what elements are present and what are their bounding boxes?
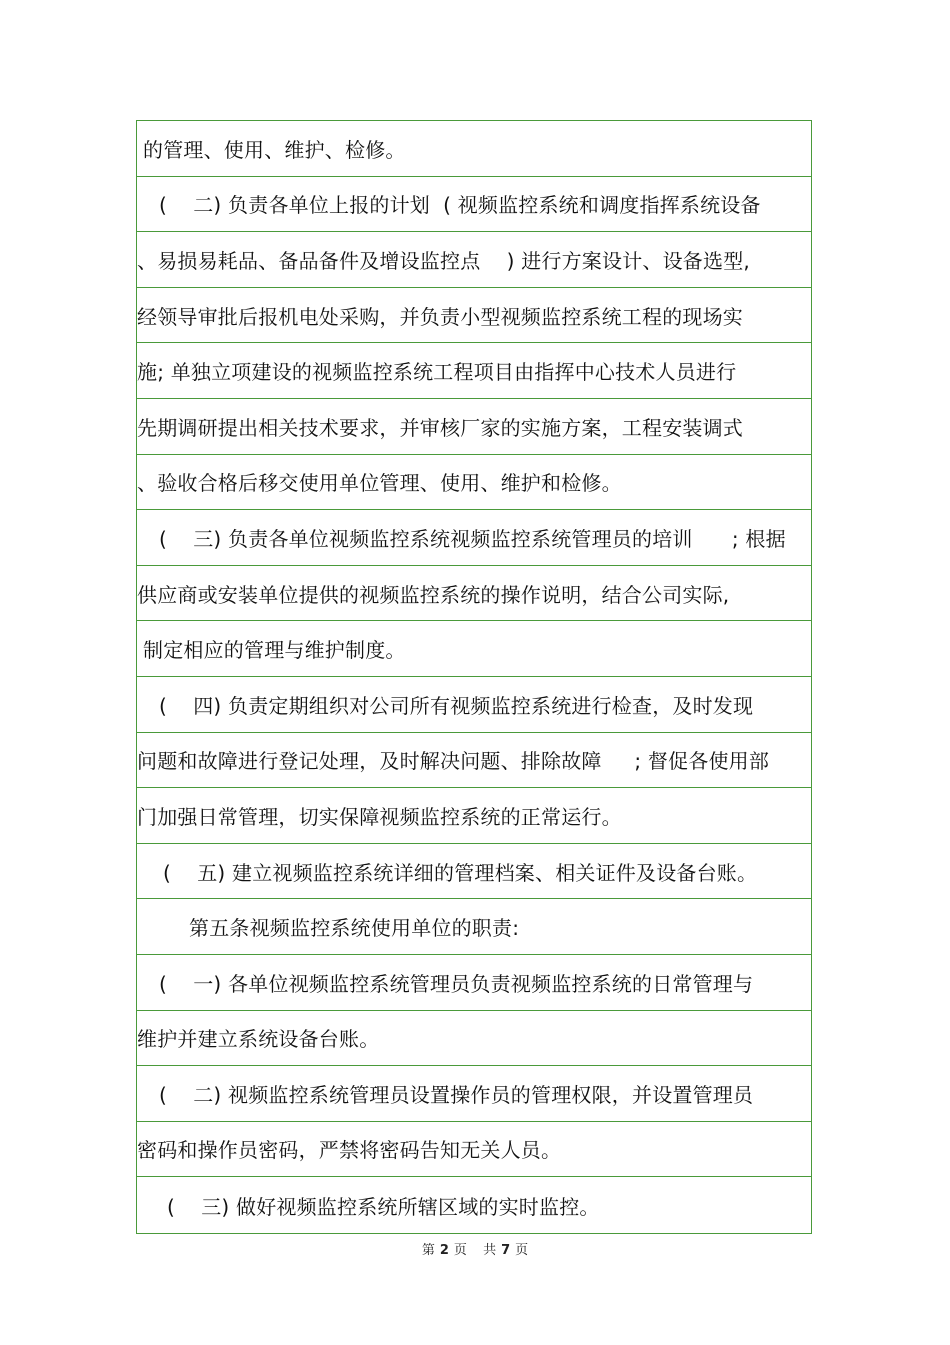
text-line: 的管理、使用、维护、检修。 bbox=[143, 137, 406, 162]
footer-total-word: 共 bbox=[483, 1243, 497, 1258]
text-line: 维护并建立系统设备台账。 bbox=[137, 1027, 380, 1052]
text-row bbox=[137, 844, 811, 900]
text-row bbox=[137, 288, 811, 344]
footer-prefix: 第 bbox=[421, 1243, 435, 1258]
footer-page-word: 页 bbox=[453, 1243, 467, 1258]
text-line: ( 三) 做好视频监控系统所辖区域的实时监控。 bbox=[167, 1194, 600, 1219]
text-row bbox=[137, 677, 811, 733]
text-row bbox=[137, 1011, 811, 1067]
text-row bbox=[137, 121, 811, 177]
text-line: 制定相应的管理与维护制度。 bbox=[143, 638, 406, 663]
text-line: ( 三) 负责各单位视频监控系统视频监控系统管理员的培训 ; 根据 bbox=[159, 526, 786, 551]
text-row bbox=[137, 955, 811, 1011]
text-row bbox=[137, 510, 811, 566]
text-row bbox=[137, 232, 811, 288]
text-line: ( 五) 建立视频监控系统详细的管理档案、相关证件及设备台账。 bbox=[163, 860, 758, 885]
text-line: 门加强日常管理，切实保障视频监控系统的正常运行。 bbox=[137, 804, 622, 829]
text-row bbox=[137, 1066, 811, 1122]
text-line: 施; 单独立项建设的视频监控系统工程项目由指挥中心技术人员进行 bbox=[137, 360, 737, 385]
total-pages-number: 7 bbox=[501, 1243, 511, 1258]
text-row bbox=[137, 177, 811, 233]
text-row bbox=[137, 399, 811, 455]
text-row bbox=[137, 899, 811, 955]
footer-suffix: 页 bbox=[515, 1243, 529, 1258]
text-row bbox=[137, 566, 811, 622]
page-footer bbox=[0, 1239, 950, 1258]
text-line: 供应商或安装单位提供的视频监控系统的操作说明，结合公司实际, bbox=[137, 582, 730, 607]
current-page-number: 2 bbox=[439, 1243, 449, 1258]
text-row bbox=[137, 788, 811, 844]
text-line: 先期调研提出相关技术要求，并审核厂家的实施方案，工程安装调式 bbox=[137, 415, 743, 440]
text-line: ( 二) 负责各单位上报的计划 ( 视频监控系统和调度指挥系统设备 bbox=[159, 193, 761, 218]
text-row bbox=[137, 1177, 811, 1233]
text-line: ( 一) 各单位视频监控系统管理员负责视频监控系统的日常管理与 bbox=[159, 971, 754, 996]
text-row bbox=[137, 455, 811, 511]
text-line: 问题和故障进行登记处理，及时解决问题、排除故障 ; 督促各使用部 bbox=[137, 749, 770, 774]
text-row bbox=[137, 733, 811, 789]
text-line: 、易损易耗品、备品备件及增设监控点 ) 进行方案设计、设备选型, bbox=[137, 248, 750, 273]
text-line: ( 四) 负责定期组织对公司所有视频监控系统进行检查，及时发现 bbox=[159, 693, 754, 718]
text-line: 经领导审批后报机电处采购，并负责小型视频监控系统工程的现场实 bbox=[137, 304, 743, 329]
text-line: ( 二) 视频监控系统管理员设置操作员的管理权限，并设置管理员 bbox=[159, 1082, 754, 1107]
text-line: 密码和操作员密码，严禁将密码告知无关人员。 bbox=[137, 1138, 562, 1163]
text-row bbox=[137, 343, 811, 399]
text-line: 、验收合格后移交使用单位管理、使用、维护和检修。 bbox=[137, 471, 622, 496]
text-line: 第五条视频监控系统使用单位的职责: bbox=[189, 916, 520, 941]
document-table bbox=[136, 120, 812, 1234]
text-row bbox=[137, 621, 811, 677]
text-row bbox=[137, 1122, 811, 1178]
